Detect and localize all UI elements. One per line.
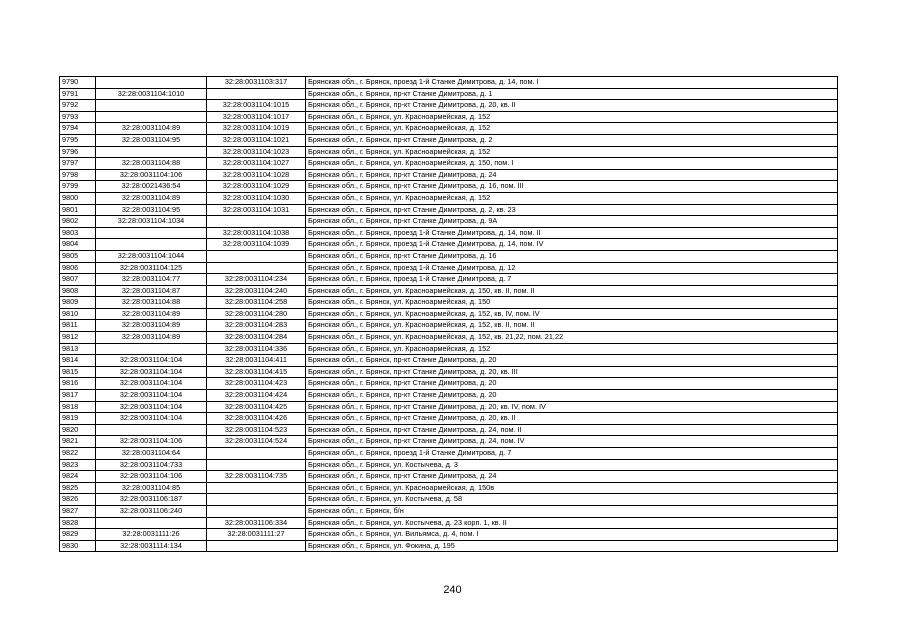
table-row [60, 366, 838, 378]
object-cadastral-number-cell: 32:28:0031111:27 [207, 529, 306, 541]
row-number-cell: 9819 [60, 413, 96, 425]
table-row [60, 390, 838, 402]
cadastral-number-cell [96, 100, 207, 112]
page-number: 240 [443, 584, 462, 596]
table-row [60, 482, 838, 494]
row-number-cell: 9814 [60, 355, 96, 367]
table-row [60, 192, 838, 204]
table-row [60, 413, 838, 425]
address-cell: Брянская обл., г. Брянск, проезд 1-й Станке Димитрова, д. 14, пом. IV [306, 239, 838, 251]
address-cell: Брянская обл., г. Брянск, пр-кт Станке Димитрова, д. 16, пом. III [306, 181, 838, 193]
address-cell: Брянская обл., г. Брянск, ул. Костычева, д. 58 [306, 494, 838, 506]
cadastral-number-cell [96, 424, 207, 436]
cadastral-number-cell: 32:28:0031104:106 [96, 436, 207, 448]
row-number-cell: 9794 [60, 123, 96, 135]
cadastral-number-cell: 32:28:0031104:104 [96, 413, 207, 425]
cadastral-number-cell: 32:28:0031104:87 [96, 285, 207, 297]
address-cell: Брянская обл., г. Брянск, ул. Красноармейская, д. 152 [306, 111, 838, 123]
object-cadastral-number-cell: 32:28:0031104:283 [207, 320, 306, 332]
cadastral-number-cell: 32:28:0031104:104 [96, 366, 207, 378]
object-cadastral-number-cell [207, 459, 306, 471]
row-number-cell: 9797 [60, 158, 96, 170]
table-row [60, 274, 838, 286]
cadastral-number-cell: 32:28:0031104:95 [96, 134, 207, 146]
address-cell: Брянская обл., г. Брянск, проезд 1-й Станке Димитрова, д. 7 [306, 448, 838, 460]
table-row [60, 529, 838, 541]
cadastral-number-cell: 32:28:0031104:89 [96, 192, 207, 204]
row-number-cell: 9815 [60, 366, 96, 378]
row-number-cell: 9805 [60, 250, 96, 262]
address-cell: Брянская обл., г. Брянск, проезд 1-й Станке Димитрова, д. 12 [306, 262, 838, 274]
row-number-cell: 9795 [60, 134, 96, 146]
cadastral-number-cell: 32:28:0031104:88 [96, 158, 207, 170]
table-row [60, 111, 838, 123]
object-cadastral-number-cell: 32:28:0031104:524 [207, 436, 306, 448]
address-cell: Брянская обл., г. Брянск, ул. Красноармейская, д. 152 [306, 343, 838, 355]
row-number-cell: 9802 [60, 216, 96, 228]
address-cell: Брянская обл., г. Брянск, ул. Красноармейская, д. 152, кв. IV, пом. IV [306, 308, 838, 320]
object-cadastral-number-cell: 32:28:0031104:280 [207, 308, 306, 320]
row-number-cell: 9811 [60, 320, 96, 332]
row-number-cell: 9823 [60, 459, 96, 471]
table-row [60, 505, 838, 517]
row-number-cell: 9809 [60, 297, 96, 309]
object-cadastral-number-cell [207, 494, 306, 506]
cadastral-number-cell [96, 517, 207, 529]
cadastral-number-cell: 32:28:0031104:77 [96, 274, 207, 286]
cadastral-number-cell: 32:28:0031114:134 [96, 540, 207, 552]
table-row [60, 158, 838, 170]
address-cell: Брянская обл., г. Брянск, пр-кт Станке Димитрова, д. 1 [306, 88, 838, 100]
address-cell: Брянская обл., г. Брянск, ул. Красноармейская, д. 150, пом. I [306, 158, 838, 170]
cadastral-number-cell: 32:28:0031104:1044 [96, 250, 207, 262]
table-row [60, 343, 838, 355]
table-row [60, 250, 838, 262]
address-cell: Брянская обл., г. Брянск, пр-кт Станке Димитрова, д. 2 [306, 134, 838, 146]
cadastral-number-cell: 32:28:0031104:125 [96, 262, 207, 274]
object-cadastral-number-cell: 32:28:0031104:1030 [207, 192, 306, 204]
table-row [60, 459, 838, 471]
cadastral-number-cell: 32:28:0031104:104 [96, 355, 207, 367]
row-number-cell: 9806 [60, 262, 96, 274]
address-cell: Брянская обл., г. Брянск, пр-кт Станке Димитрова, д. 24 [306, 471, 838, 483]
registry-table-body [60, 77, 838, 552]
cadastral-number-cell [96, 343, 207, 355]
address-cell: Брянская обл., г. Брянск, пр-кт Станке Димитрова, д. 20, кв. II [306, 100, 838, 112]
cadastral-number-cell: 32:28:0031104:106 [96, 471, 207, 483]
cadastral-number-cell: 32:28:0031104:95 [96, 204, 207, 216]
object-cadastral-number-cell: 32:28:0031104:1021 [207, 134, 306, 146]
table-row [60, 355, 838, 367]
row-number-cell: 9828 [60, 517, 96, 529]
row-number-cell: 9796 [60, 146, 96, 158]
row-number-cell: 9829 [60, 529, 96, 541]
address-cell: Брянская обл., г. Брянск, ул. Фокина, д. 195 [306, 540, 838, 552]
address-cell: Брянская обл., г. Брянск, проезд 1-й Станке Димитрова, д. 7 [306, 274, 838, 286]
cadastral-number-cell: 32:28:0031104:64 [96, 448, 207, 460]
table-row [60, 216, 838, 228]
object-cadastral-number-cell: 32:28:0031104:1029 [207, 181, 306, 193]
object-cadastral-number-cell [207, 250, 306, 262]
row-number-cell: 9803 [60, 227, 96, 239]
table-row [60, 424, 838, 436]
table-row [60, 77, 838, 89]
object-cadastral-number-cell: 32:28:0031104:1028 [207, 169, 306, 181]
object-cadastral-number-cell [207, 216, 306, 228]
address-cell: Брянская обл., г. Брянск, ул. Костычева, д. 3 [306, 459, 838, 471]
address-cell: Брянская обл., г. Брянск, пр-кт Станке Димитрова, д. 16 [306, 250, 838, 262]
object-cadastral-number-cell: 32:28:0031104:336 [207, 343, 306, 355]
address-cell: Брянская обл., г. Брянск, пр-кт Станке Димитрова, д. 20, кв. IV, пом. IV [306, 401, 838, 413]
object-cadastral-number-cell: 32:28:0031104:258 [207, 297, 306, 309]
object-cadastral-number-cell: 32:28:0031104:1031 [207, 204, 306, 216]
object-cadastral-number-cell: 32:28:0031104:1039 [207, 239, 306, 251]
cadastral-number-cell: 32:28:0031104:1034 [96, 216, 207, 228]
table-row [60, 448, 838, 460]
table-row [60, 181, 838, 193]
table-row [60, 494, 838, 506]
row-number-cell: 9820 [60, 424, 96, 436]
row-number-cell: 9813 [60, 343, 96, 355]
row-number-cell: 9808 [60, 285, 96, 297]
registry-table [59, 76, 838, 552]
row-number-cell: 9799 [60, 181, 96, 193]
table-row [60, 297, 838, 309]
cadastral-number-cell: 32:28:0031104:104 [96, 390, 207, 402]
address-cell: Брянская обл., г. Брянск, пр-кт Станке Димитрова, д. 20, кв. II [306, 413, 838, 425]
cadastral-number-cell: 32:28:0031106:187 [96, 494, 207, 506]
object-cadastral-number-cell [207, 482, 306, 494]
table-row [60, 320, 838, 332]
object-cadastral-number-cell: 32:28:0031104:735 [207, 471, 306, 483]
address-cell: Брянская обл., г. Брянск, пр-кт Станке Димитрова, д. 2, кв. 23 [306, 204, 838, 216]
row-number-cell: 9792 [60, 100, 96, 112]
table-row [60, 239, 838, 251]
address-cell: Брянская обл., г. Брянск, пр-кт Станке Димитрова, д. 9А [306, 216, 838, 228]
table-row [60, 88, 838, 100]
row-number-cell: 9826 [60, 494, 96, 506]
table-row [60, 285, 838, 297]
table-row [60, 378, 838, 390]
cadastral-number-cell: 32:28:0031104:106 [96, 169, 207, 181]
table-row [60, 134, 838, 146]
object-cadastral-number-cell: 32:28:0031104:1027 [207, 158, 306, 170]
object-cadastral-number-cell [207, 505, 306, 517]
cadastral-number-cell: 32:28:0031106:240 [96, 505, 207, 517]
address-cell: Брянская обл., г. Брянск, ул. Красноармейская, д. 152 [306, 192, 838, 204]
address-cell: Брянская обл., г. Брянск, ул. Красноармейская, д. 152, кв. 21,22, пом. 21,22 [306, 332, 838, 344]
row-number-cell: 9801 [60, 204, 96, 216]
object-cadastral-number-cell: 32:28:0031104:426 [207, 413, 306, 425]
address-cell: Брянская обл., г. Брянск, ул. Красноармейская, д. 150, кв. II, пом. II [306, 285, 838, 297]
cadastral-number-cell: 32:28:0031104:89 [96, 123, 207, 135]
table-row [60, 146, 838, 158]
address-cell: Брянская обл., г. Брянск, ул. Красноармейская, д. 150в [306, 482, 838, 494]
object-cadastral-number-cell [207, 540, 306, 552]
row-number-cell: 9821 [60, 436, 96, 448]
table-row [60, 169, 838, 181]
table-row [60, 540, 838, 552]
row-number-cell: 9827 [60, 505, 96, 517]
address-cell: Брянская обл., г. Брянск, проезд 1-й Станке Димитрова, д. 14, пом. I [306, 77, 838, 89]
object-cadastral-number-cell: 32:28:0031104:1015 [207, 100, 306, 112]
cadastral-number-cell: 32:28:0031104:89 [96, 320, 207, 332]
cadastral-number-cell [96, 111, 207, 123]
address-cell: Брянская обл., г. Брянск, ул. Красноармейская, д. 150 [306, 297, 838, 309]
row-number-cell: 9798 [60, 169, 96, 181]
cadastral-number-cell: 32:28:0031104:88 [96, 297, 207, 309]
object-cadastral-number-cell: 32:28:0031104:1017 [207, 111, 306, 123]
row-number-cell: 9793 [60, 111, 96, 123]
cadastral-number-cell [96, 146, 207, 158]
object-cadastral-number-cell: 32:28:0031104:1019 [207, 123, 306, 135]
table-row [60, 308, 838, 320]
address-cell: Брянская обл., г. Брянск, пр-кт Станке Димитрова, д. 20, кв. III [306, 366, 838, 378]
object-cadastral-number-cell [207, 88, 306, 100]
address-cell: Брянская обл., г. Брянск, пр-кт Станке Димитрова, д. 24 [306, 169, 838, 181]
table-row [60, 227, 838, 239]
cadastral-number-cell: 32:28:0031104:89 [96, 332, 207, 344]
row-number-cell: 9822 [60, 448, 96, 460]
table-row [60, 401, 838, 413]
object-cadastral-number-cell: 32:28:0031104:240 [207, 285, 306, 297]
row-number-cell: 9830 [60, 540, 96, 552]
row-number-cell: 9812 [60, 332, 96, 344]
row-number-cell: 9790 [60, 77, 96, 89]
cadastral-number-cell: 32:28:0031104:104 [96, 378, 207, 390]
address-cell: Брянская обл., г. Брянск, ул. Красноармейская, д. 152 [306, 146, 838, 158]
row-number-cell: 9816 [60, 378, 96, 390]
row-number-cell: 9810 [60, 308, 96, 320]
table-row [60, 471, 838, 483]
cadastral-number-cell: 32:28:0031104:733 [96, 459, 207, 471]
row-number-cell: 9791 [60, 88, 96, 100]
table-row [60, 517, 838, 529]
row-number-cell: 9804 [60, 239, 96, 251]
row-number-cell: 9807 [60, 274, 96, 286]
table-row [60, 204, 838, 216]
object-cadastral-number-cell [207, 448, 306, 460]
cadastral-number-cell: 32:28:0031104:104 [96, 401, 207, 413]
row-number-cell: 9825 [60, 482, 96, 494]
object-cadastral-number-cell: 32:28:0031106:334 [207, 517, 306, 529]
address-cell: Брянская обл., г. Брянск, ул. Костычева, д. 23 корп. 1, кв. II [306, 517, 838, 529]
address-cell: Брянская обл., г. Брянск, пр-кт Станке Димитрова, д. 20 [306, 390, 838, 402]
object-cadastral-number-cell: 32:28:0031104:523 [207, 424, 306, 436]
cadastral-number-cell [96, 77, 207, 89]
object-cadastral-number-cell: 32:28:0031104:423 [207, 378, 306, 390]
address-cell: Брянская обл., г. Брянск, ул. Красноармейская, д. 152, кв. II, пом. II [306, 320, 838, 332]
table-row [60, 100, 838, 112]
cadastral-number-cell: 32:28:0031104:1010 [96, 88, 207, 100]
address-cell: Брянская обл., г. Брянск, проезд 1-й Станке Димитрова, д. 14, пом. II [306, 227, 838, 239]
row-number-cell: 9818 [60, 401, 96, 413]
cadastral-number-cell [96, 239, 207, 251]
address-cell: Брянская обл., г. Брянск, ул. Вильямса, д. 4, пом. I [306, 529, 838, 541]
cadastral-number-cell [96, 227, 207, 239]
address-cell: Брянская обл., г. Брянск, пр-кт Станке Димитрова, д. 24, пом. IV [306, 436, 838, 448]
cadastral-number-cell: 32:28:0031104:89 [96, 308, 207, 320]
cadastral-number-cell: 32:28:0031104:85 [96, 482, 207, 494]
address-cell: Брянская обл., г. Брянск, б/н [306, 505, 838, 517]
object-cadastral-number-cell: 32:28:0031104:415 [207, 366, 306, 378]
table-row [60, 436, 838, 448]
row-number-cell: 9800 [60, 192, 96, 204]
object-cadastral-number-cell: 32:28:0031104:234 [207, 274, 306, 286]
object-cadastral-number-cell: 32:28:0031104:1023 [207, 146, 306, 158]
object-cadastral-number-cell: 32:28:0031104:1038 [207, 227, 306, 239]
address-cell: Брянская обл., г. Брянск, пр-кт Станке Димитрова, д. 20 [306, 378, 838, 390]
address-cell: Брянская обл., г. Брянск, ул. Красноармейская, д. 152 [306, 123, 838, 135]
object-cadastral-number-cell: 32:28:0031104:425 [207, 401, 306, 413]
object-cadastral-number-cell: 32:28:0031103:317 [207, 77, 306, 89]
row-number-cell: 9824 [60, 471, 96, 483]
object-cadastral-number-cell: 32:28:0031104:424 [207, 390, 306, 402]
address-cell: Брянская обл., г. Брянск, пр-кт Станке Димитрова, д. 24, пом. II [306, 424, 838, 436]
table-row [60, 123, 838, 135]
object-cadastral-number-cell: 32:28:0031104:284 [207, 332, 306, 344]
table-row [60, 262, 838, 274]
table-row [60, 332, 838, 344]
object-cadastral-number-cell [207, 262, 306, 274]
cadastral-number-cell: 32:28:0031111:26 [96, 529, 207, 541]
cadastral-number-cell: 32:28:0021436:54 [96, 181, 207, 193]
object-cadastral-number-cell: 32:28:0031104:411 [207, 355, 306, 367]
row-number-cell: 9817 [60, 390, 96, 402]
address-cell: Брянская обл., г. Брянск, пр-кт Станке Димитрова, д. 20 [306, 355, 838, 367]
